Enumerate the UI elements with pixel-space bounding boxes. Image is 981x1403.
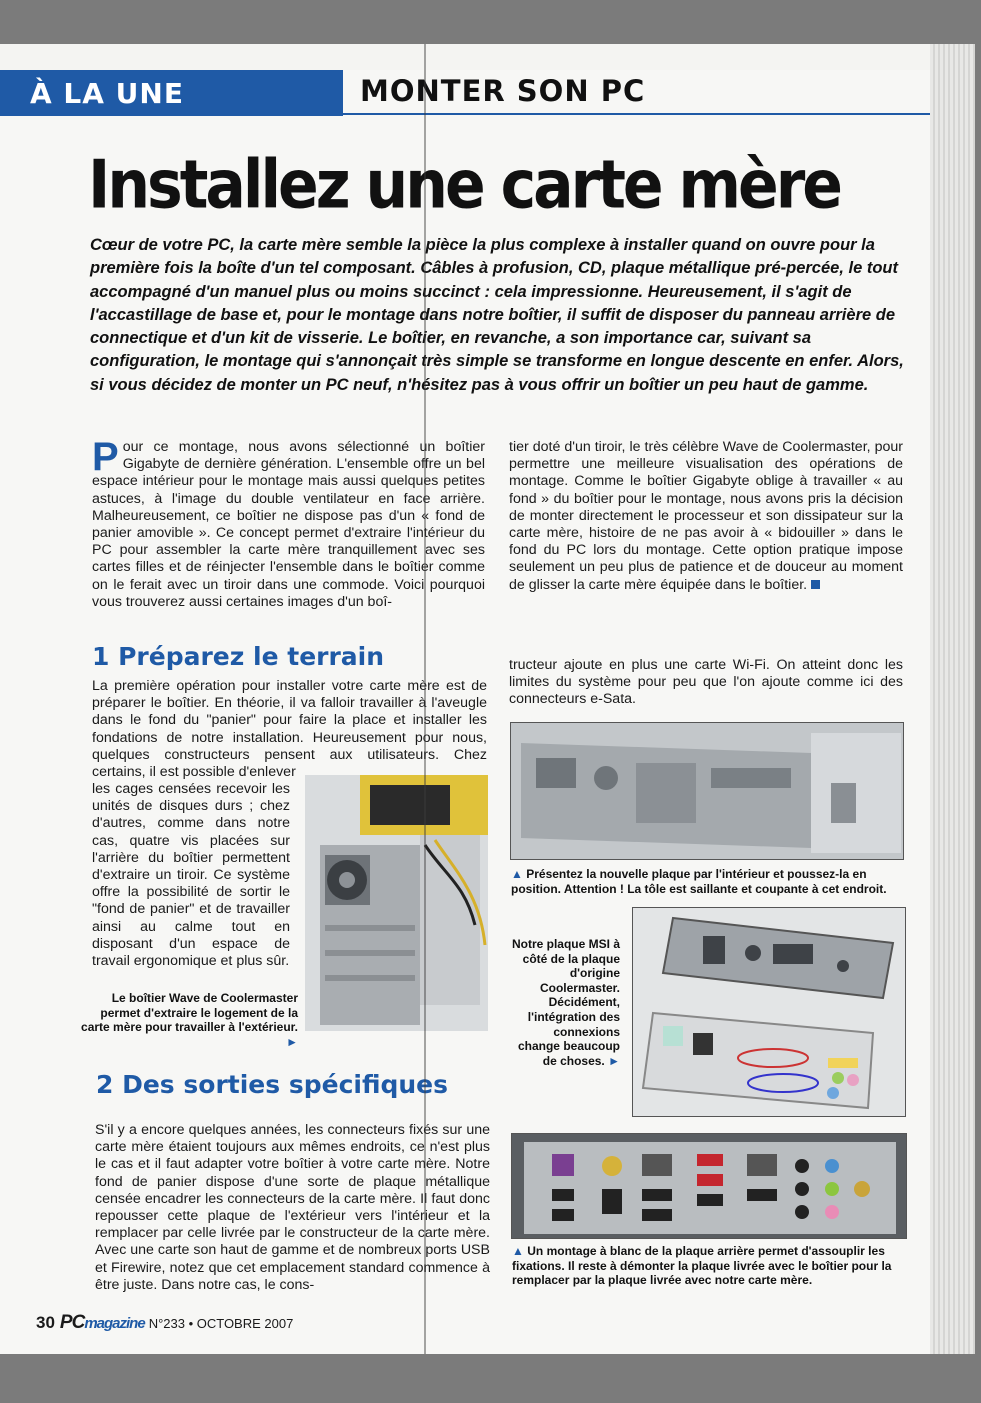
section1-text-top: La première opération pour installer votre carte mère est de préparer le boîtier. En théorie, il va falloir travailler à l'aveugle dans le fond du "panier" pour faire la place et installer les fondations de notre installation. Heureusement pour nous, quelques constructeurs pensent aux utilisateurs. Chez certains, il est possible d'enlever bbox=[92, 678, 487, 781]
case-illustration bbox=[305, 775, 488, 1031]
section1-text-narrow: les cages censées recevoir les unités de disques durs ; chez d'autres, comme dans notre cas, quatre vis placées sur l'arrière du boîtier permettent d'extraire un tiroir. Ce système offre la possibilité de sortir le "fond de panier" et de travailler ainsi au calme tout en disposant d'un espace de travail ergonomique et plus sûr. bbox=[92, 781, 290, 970]
section2-heading: 2 Des sorties spécifiques bbox=[96, 1070, 449, 1099]
intro-right-column bbox=[509, 439, 903, 594]
intro-left-text: our ce montage, nous avons sélectionné un boîtier Gigabyte de dernière génération. L'ensemble offre un bel espace intérieur pour le montage mais aussi quelques petites astuces, à l'image du double ventilateur en face arrière. Malheureusement, ce boîtier ne dispose pas d'un « fond de panier amovible ». Ce concept permet d'extraire l'intérieur du PC pour assembler la carte mère tranquillement avec ses cartes filles et de réinjecter l'ensemble dans le boîtier comme on le ferait avec un tiroir dans une commode. Voici pourquoi vous trouverez aussi certaines images d'un boî- bbox=[92, 439, 485, 610]
plate-insert-illustration bbox=[511, 723, 904, 860]
logo-magazine: magazine bbox=[84, 1315, 145, 1332]
arrow-up-icon: ▲ bbox=[511, 867, 523, 881]
arrow-up-icon: ▲ bbox=[512, 1244, 524, 1258]
photo-plate-insert bbox=[510, 722, 904, 860]
article-title: Installez une carte mère bbox=[88, 146, 840, 225]
caption-back-panel bbox=[512, 1244, 904, 1288]
back-panel-illustration bbox=[512, 1134, 907, 1239]
caption-case-text: Le boîtier Wave de Coolermaster permet d'extraire le logement de la carte mère pour travailler à l'extérieur. bbox=[81, 991, 298, 1035]
magazine-page bbox=[0, 44, 975, 1354]
section2-text: S'il y a encore quelques années, les connecteurs fixés sur une carte mère étaient toujours aux mêmes endroits, ce n'est plus le cas et il faut adapter votre boîtier à votre carte mère. Notre fond de panier dispose d'une sorte de plaque métallique censée encadrer les connecteurs de la carte mère. Il faut donc repousser cette plaque de l'extérieur vers l'intérieur et la remplacer par celle livrée par le constructeur de la carte mère. Avec une carte son haut de gamme et de nombreux ports USB et Firewire, notez que cet emplacement standard commence à être juste. Dans notre cas, le cons- bbox=[95, 1122, 490, 1293]
page-footer bbox=[36, 1312, 293, 1334]
top-margin bbox=[0, 44, 975, 70]
page-number: 30 bbox=[36, 1313, 55, 1332]
header-rule bbox=[343, 113, 975, 115]
rubric-band bbox=[0, 70, 343, 116]
caption-plate-insert-text: Présentez la nouvelle plaque par l'intérieur et poussez-la en position. Attention ! La tôle est saillante et coupante à cet endroit. bbox=[511, 867, 887, 896]
article-lead: Cœur de votre PC, la carte mère semble la pièce la plus complexe à installer quand on ouvre pour la première fois la boîte d'un tel composant. Câbles à profusion, CD, plaque métallique pré-percée, le tout accompagné d'un manuel plus ou moins succinct : cela impressionne. Heureusement, il s'agit de l'accastillage de base et, pour le montage dans notre boîtier, il suffit de disposer du panneau arrière de connectique et d'un kit de visserie. Le boîtier, en revanche, a son importance car, suivant sa configuration, le montage qui s'annonçait très simple se transforme en longue descente en enfer. Alors, si vous décidez de monter un PC neuf, n'hésitez pas à vous offrir un boîtier un peu haut de gamme. bbox=[90, 236, 904, 394]
photo-back-panel bbox=[511, 1133, 907, 1239]
issue-info: N°233 • OCTOBRE 2007 bbox=[148, 1316, 294, 1331]
intro-left-column bbox=[92, 435, 485, 611]
section-title: MONTER SON PC bbox=[360, 74, 646, 108]
section2-right-text: tructeur ajoute en plus une carte Wi-Fi. On atteint donc les limites du système pour peu que l'on ajoute comme ici des connecteurs e-Sata. bbox=[509, 657, 903, 708]
magazine-logo bbox=[60, 1312, 145, 1333]
caption-plates-compare bbox=[508, 937, 620, 1068]
drop-cap: P bbox=[92, 435, 119, 479]
photo-plates-compare bbox=[632, 907, 906, 1117]
logo-pc: PC bbox=[59, 1312, 85, 1333]
caption-case bbox=[78, 991, 298, 1049]
rubric-label: À LA UNE bbox=[30, 77, 184, 110]
end-mark-icon bbox=[811, 580, 820, 589]
caption-plate-insert bbox=[511, 867, 903, 896]
scan-fold-line bbox=[424, 44, 426, 1354]
arrow-right-icon: ► bbox=[608, 1053, 620, 1068]
caption-plates-compare-text: Notre plaque MSI à côté de la plaque d'origine Coolermaster. Décidément, l'intégration des connexions change beaucoup de choses. bbox=[511, 937, 620, 1068]
plates-compare-illustration bbox=[633, 908, 906, 1117]
intro-right-text: tier doté d'un tiroir, le très célèbre Wave de Coolermaster, pour permettre une meilleure visualisation des opérations de montage. Comme le boîtier Gigabyte oblige à travailler « au fond » du boîtier pour le montage, nous avons pris la décision de monter directement le processeur et son dissipateur sur la carte mère, histoire de ne pas avoir à « bidouiller » dans le fond du PC lors du montage. Cette option pratique impose seulement un peu plus de patience et de douceur au moment de glisser la carte mère équipée dans le boîtier. bbox=[509, 439, 903, 593]
caption-back-panel-text: Un montage à blanc de la plaque arrière permet d'assouplir les fixations. Il reste à démonter la plaque livrée avec le boîtier pour la remplacer par la plaque livrée avec notre carte mère. bbox=[512, 1244, 892, 1288]
section1-heading: 1 Préparez le terrain bbox=[92, 642, 385, 671]
photo-coolermaster-case bbox=[305, 775, 488, 1031]
arrow-right-icon: ► bbox=[286, 1034, 298, 1049]
page-stack-edge bbox=[930, 44, 975, 1354]
